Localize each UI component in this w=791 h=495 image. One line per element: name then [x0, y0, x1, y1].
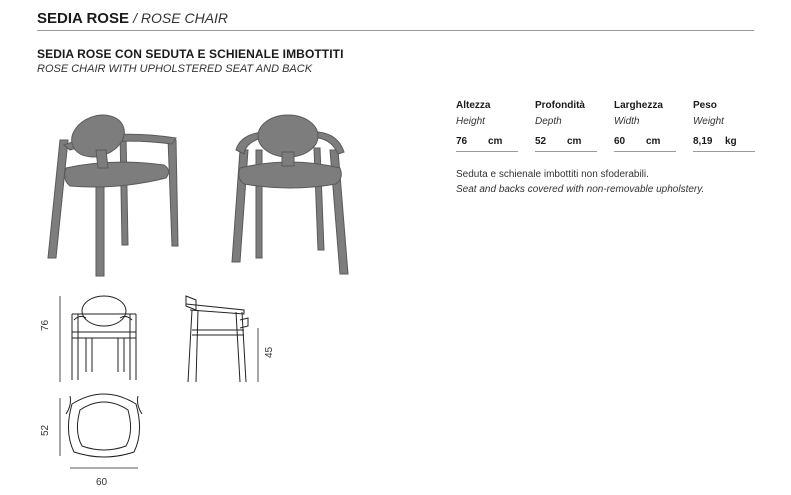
- spec-label-it: Altezza: [456, 100, 491, 111]
- spec-label-it: Profondità: [535, 100, 585, 111]
- top-view-drawing: [60, 394, 142, 468]
- chair-render-right: [232, 115, 348, 274]
- side-view-drawing: [186, 296, 258, 382]
- spec-unit: cm: [488, 136, 503, 147]
- spec-number: 76: [456, 136, 468, 147]
- spec-label-en: Weight: [693, 116, 724, 127]
- top-width-label: 60: [96, 477, 108, 488]
- spec-label-en: Height: [456, 116, 485, 127]
- page-title-en: / ROSE CHAIR: [133, 10, 229, 26]
- page-title-it: SEDIA ROSE: [37, 10, 129, 27]
- spec-number: 8,19: [693, 136, 713, 147]
- product-subtitle-en: ROSE CHAIR WITH UPHOLSTERED SEAT AND BACK: [37, 63, 313, 75]
- spec-number: 52: [535, 136, 547, 147]
- note-it: Seduta e schienale imbottiti non sfoderabili.: [456, 169, 649, 180]
- top-depth-label: 52: [40, 424, 51, 436]
- spec-unit: cm: [646, 136, 661, 147]
- front-view-drawing: [60, 296, 136, 382]
- spec-label-en: Width: [614, 116, 640, 127]
- front-height-label: 76: [40, 319, 51, 331]
- product-subtitle-it: SEDIA ROSE CON SEDUTA E SCHIENALE IMBOTTITI: [37, 47, 344, 61]
- spec-label-en: Depth: [535, 116, 562, 127]
- spec-label-it: Larghezza: [614, 100, 663, 111]
- spec-unit: kg: [725, 136, 737, 147]
- chair-render-left: [48, 108, 178, 276]
- side-seat-height-label: 45: [264, 346, 275, 358]
- spec-unit: cm: [567, 136, 582, 147]
- note-en: Seat and backs covered with non-removable upholstery.: [456, 184, 705, 195]
- spec-number: 60: [614, 136, 626, 147]
- spec-label-it: Peso: [693, 100, 717, 111]
